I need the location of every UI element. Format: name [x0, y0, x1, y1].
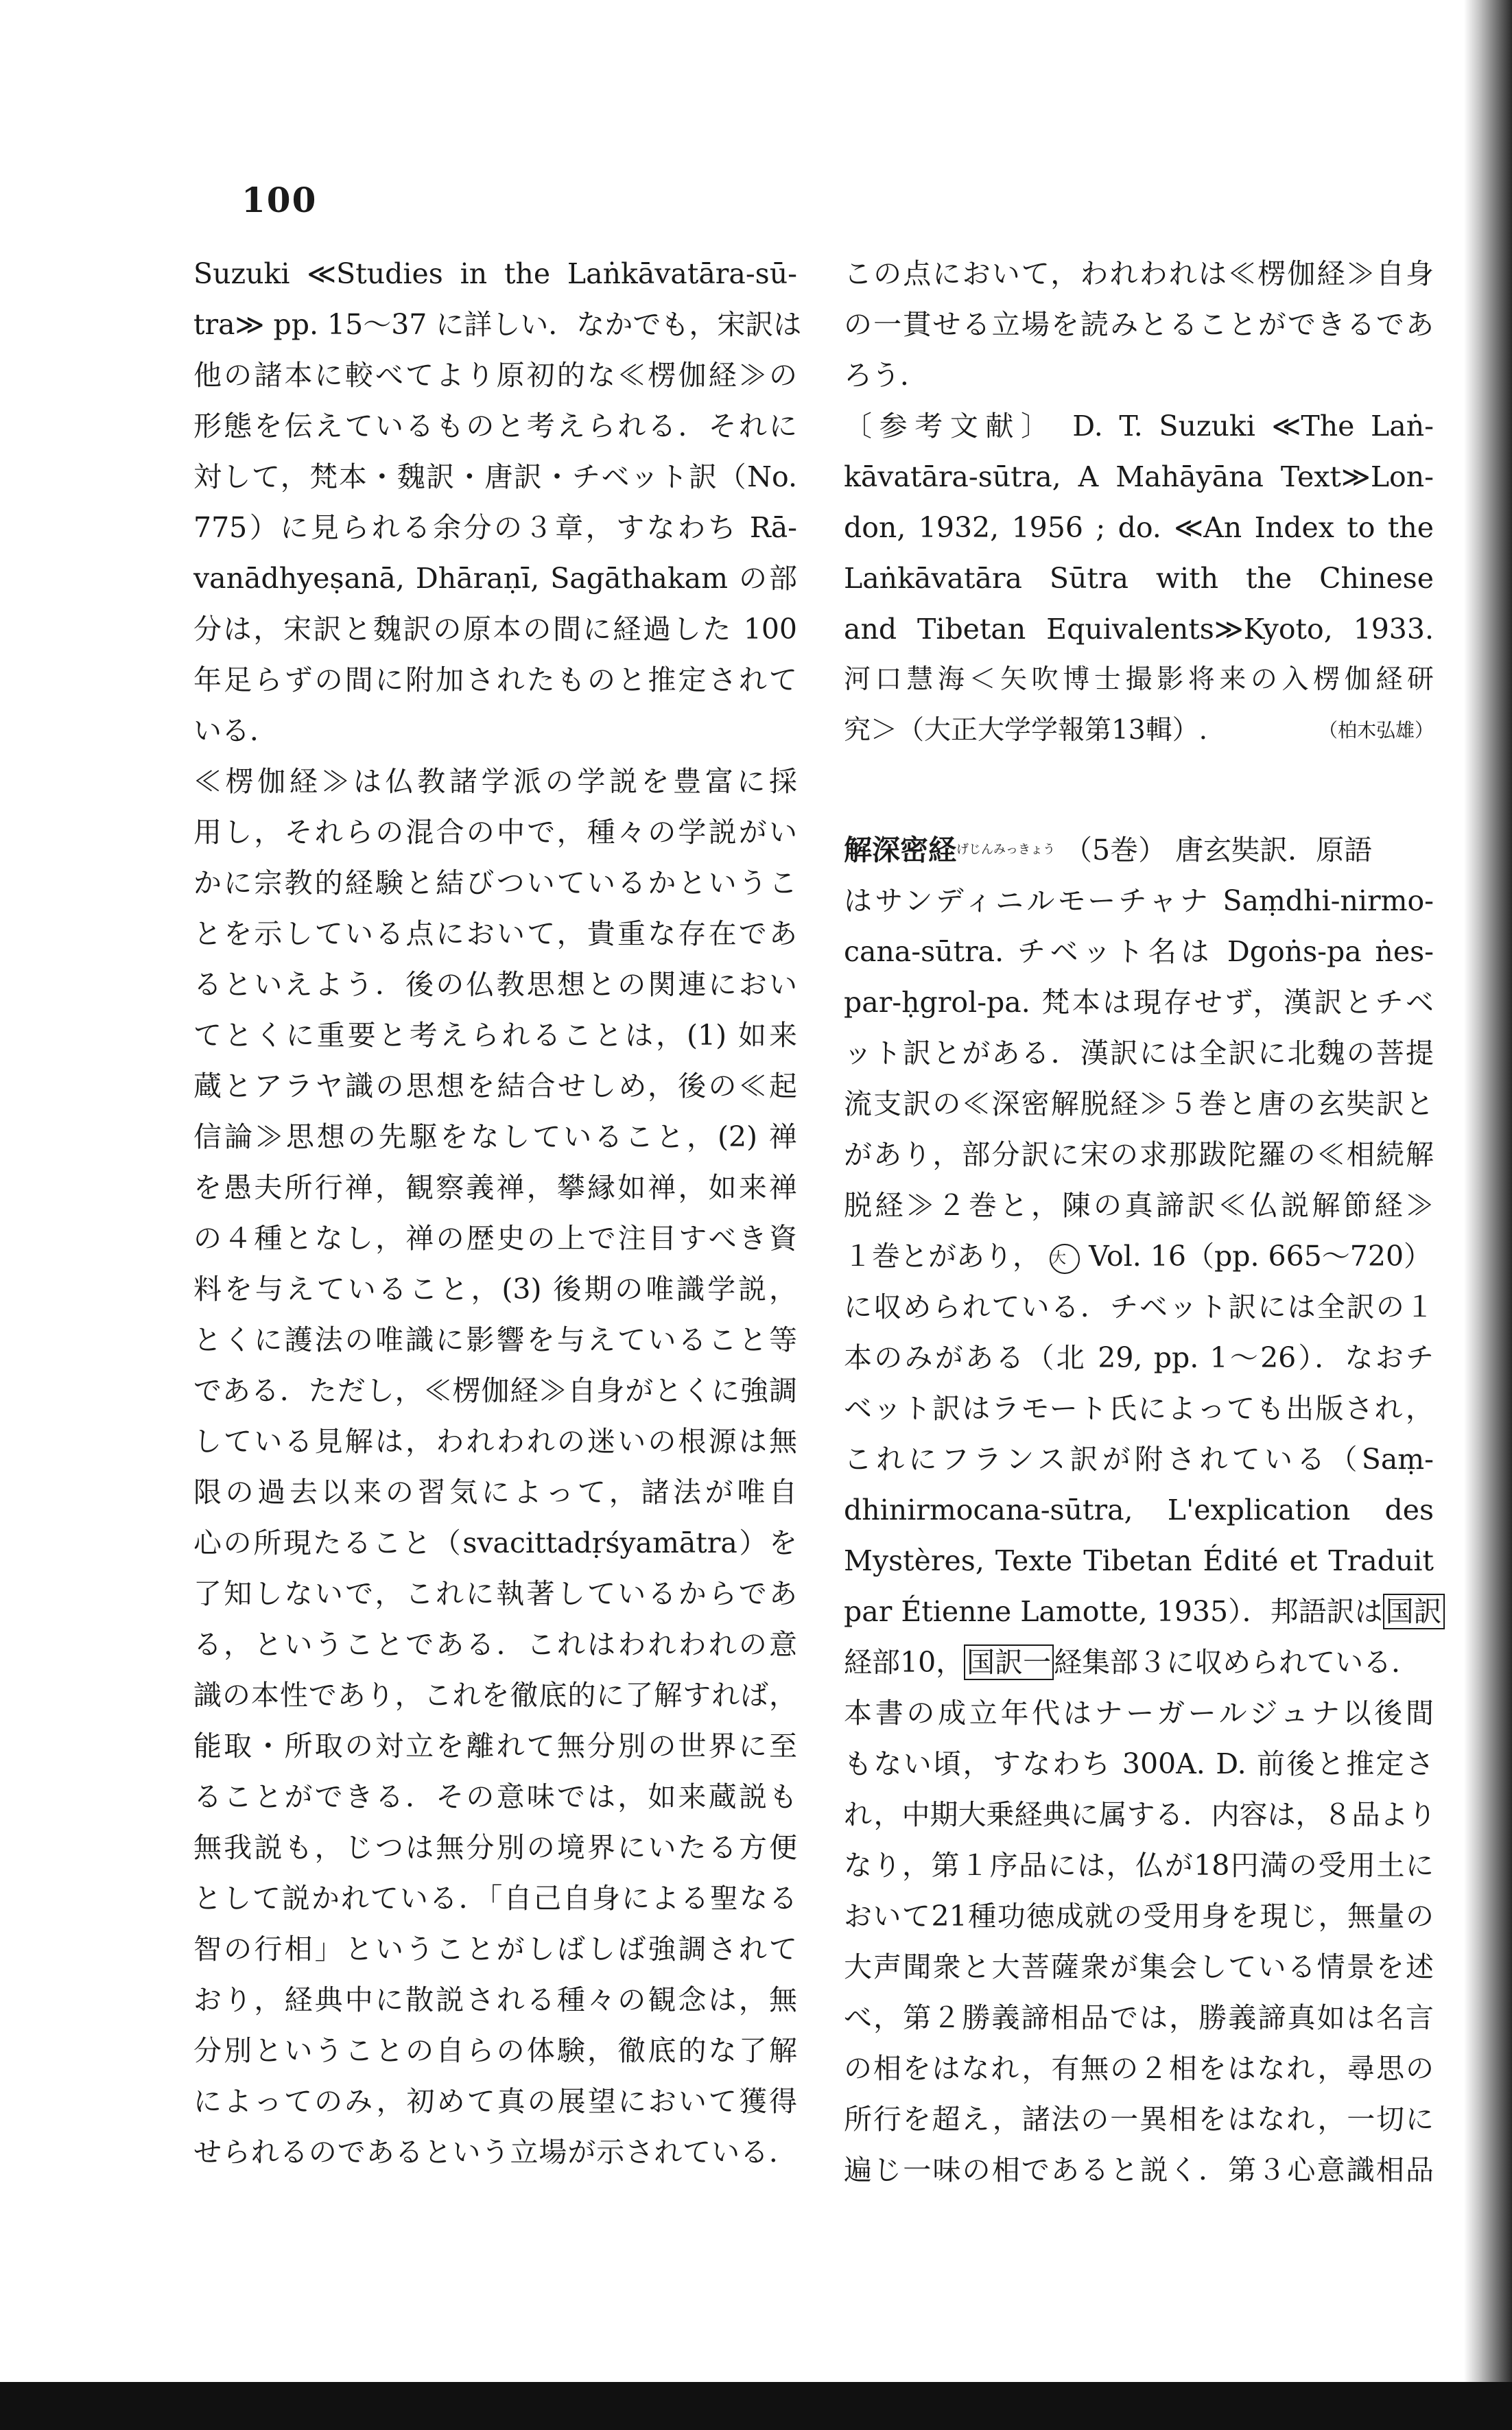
author-signature: （柏木弘雄） — [1318, 719, 1434, 742]
taisho-line — [844, 1231, 1434, 1282]
text-line: である．ただし，≪楞伽経≫自身がとくに強調 — [193, 1374, 797, 1407]
text-line: 料を与えていること，(3) 後期の唯識学説， — [193, 1273, 797, 1306]
text-line: せられるのであるという立場が示されている． — [193, 2136, 797, 2169]
text-line: cana-sūtra. チベット名は Dgoṅs-pa ṅes- — [844, 935, 1434, 968]
left-column — [193, 248, 802, 2178]
text-line: おり，経典中に散説される種々の観念は，無 — [193, 1983, 797, 2016]
text-line: vanādhyeṣanā, Dhāraṇī, Sagāthakam の部 — [193, 562, 797, 595]
text-line: かに宗教的経験と結びついているかというこ — [193, 866, 797, 899]
taisho-ref: Vol. 16（pp. 665～720） — [1089, 1240, 1432, 1273]
text-line: 了知しないで，これに執著しているからであ — [193, 1577, 797, 1610]
text-line: 所行を超え，諸法の一異相をはなれ，一切に — [844, 2103, 1434, 2136]
text-line: の相をはなれ，有無の２相をはなれ，尋思の — [844, 2052, 1434, 2085]
text-line: 対して，梵本・魏訳・唐訳・チベット訳（No. — [193, 460, 797, 493]
text-line: べ，第２勝義諦相品では，勝義諦真如は名言 — [844, 2001, 1434, 2034]
text-line: として説かれている．「自己自身による聖なる — [193, 1882, 797, 1915]
text-line: 形態を伝えているものと考えられる．それに — [193, 410, 797, 443]
entry-head-rest: （5巻） 唐玄奘訳．原語 — [1064, 834, 1373, 866]
text-line: par-ḥgrol-pa. 梵本は現存せず，漢訳とチベ — [844, 986, 1434, 1019]
text-line: これにフランス訳が附されている（Saṃ- — [844, 1443, 1434, 1476]
text-line: の一貫せる立場を読みとることができるであ — [844, 308, 1434, 341]
text-line: １巻とがあり， — [844, 1240, 1041, 1273]
text-line: はサンディニルモーチャナ Saṃdhi-nirmo- — [844, 884, 1434, 917]
text-line: の４種となし，禅の歴史の上で注目すべき資 — [193, 1222, 797, 1255]
text-line: 識の本性であり，これを徹底的に了解すれば， — [193, 1679, 797, 1712]
text-line: に収められている．チベット訳には全訳の１ — [844, 1290, 1434, 1323]
text-line: 年足らずの間に附加されたものと推定されて — [193, 663, 797, 696]
entry-head-line — [844, 825, 1434, 875]
text-line: ≪楞伽経≫は仏教諸学派の学説を豊富に採 — [193, 765, 797, 798]
text-line: があり，部分訳に宋の求那跋陀羅の≪相続解 — [844, 1138, 1434, 1171]
text-line: によってのみ，初めて真の展望において獲得 — [193, 2085, 797, 2118]
text-line: Suzuki ≪Studies in the Laṅkāvatāra-sū- — [193, 257, 797, 290]
right-column — [844, 248, 1442, 2195]
text-line: 能取・所取の対立を離れて無分別の世界に至 — [193, 1730, 797, 1762]
text-line: 本書の成立年代はナーガールジュナ以後間 — [844, 1697, 1434, 1730]
reference-line: kāvatāra-sūtra, A Mahāyāna Text≫Lon- — [844, 460, 1434, 493]
page-number: 100 — [241, 180, 318, 220]
text-line: 智の行相」ということがしばしば強調されて — [193, 1933, 797, 1966]
text-line: 経部10， — [844, 1646, 965, 1679]
entry-furigana: げじんみっきょう — [956, 842, 1055, 857]
text-line: している見解は，われわれの迷いの根源は無 — [193, 1425, 797, 1458]
text-line: 流支訳の≪深密解脱経≫５巻と唐の玄奘訳と — [844, 1087, 1434, 1120]
text-line: ることができる．その意味では，如来蔵説も — [193, 1780, 797, 1813]
text-line: dhinirmocana-sūtra, L'explication des — [844, 1494, 1434, 1526]
text-line: この点において，われわれは≪楞伽経≫自身 — [844, 257, 1434, 290]
reference-line: and Tibetan Equivalents≫Kyoto, 1933. — [844, 613, 1434, 646]
text-line: なり，第１序品には，仏が18円満の受用土に — [844, 1849, 1434, 1882]
text-line: とを示している点において，貴重な存在であ — [193, 917, 797, 950]
text-line: る，ということである．これはわれわれの意 — [193, 1628, 797, 1661]
text-line: いる． — [193, 714, 278, 747]
text-line: 分は，宋訳と魏訳の原本の間に経過した 100 — [193, 613, 797, 646]
text-line: 限の過去以来の習気によって，諸法が唯自 — [193, 1476, 797, 1509]
entry-headword: 解深密経 — [844, 834, 956, 866]
text-line: 信論≫思想の先駆をなしていること，(2) 禅 — [193, 1120, 797, 1153]
reference-line: Laṅkāvatāra Sūtra with the Chinese — [844, 562, 1434, 595]
reference-line: 〔参考文献〕 D. T. Suzuki ≪The Laṅ- — [844, 410, 1434, 443]
text-line: ベット訳はラモート氏によっても出版され， — [844, 1392, 1434, 1425]
text-line: 本のみがある（北 29, pp. 1～26）．なおチ — [844, 1341, 1434, 1374]
scan-shadow-edge — [1464, 0, 1512, 2430]
text-line: Mystères, Texte Tibetan Édité et Traduit — [844, 1544, 1434, 1577]
text-line: を愚夫所行禅，観察義禅，攀縁如禅，如来禅 — [193, 1171, 797, 1204]
text-line: てとくに重要と考えられることは，(1) 如来 — [193, 1019, 797, 1052]
reference-line: don, 1932, 1956 ; do. ≪An Index to the — [844, 511, 1434, 544]
text-line: 他の諸本に較べてより原初的な≪楞伽経≫の — [193, 359, 797, 392]
section-gap — [844, 756, 1434, 825]
text-line: tra≫ pp. 15～37 に詳しい．なかでも，宋訳は — [193, 308, 802, 341]
text-line: るといえよう．後の仏教思想との関連におい — [193, 968, 797, 1001]
reference-author-line — [844, 705, 1434, 756]
translation-line-2 — [844, 1637, 1434, 1688]
text-line: ット訳とがある．漢訳には全訳に北魏の菩提 — [844, 1037, 1434, 1070]
text-line: 無我説も，じつは無分別の境界にいたる方便 — [193, 1831, 797, 1864]
text-line: 用し，それらの混合の中で，種々の学説がい — [193, 816, 797, 849]
text-line: 心の所現たること（svacittadṛśyamātra）を — [193, 1526, 797, 1559]
text-line: 分別ということの自らの体験，徹底的な了解 — [193, 2034, 797, 2067]
text-line: 遍じ一味の相であると説く．第３心意識相品 — [844, 2154, 1434, 2186]
text-line: 大声聞衆と大菩薩衆が集会している情景を述 — [844, 1950, 1434, 1983]
translation-line — [844, 1586, 1442, 1637]
text-line: 脱経≫２巻と，陳の真諦訳≪仏説解節経≫ — [844, 1189, 1434, 1222]
text-line: 経集部３に収められている． — [1054, 1646, 1420, 1679]
reference-line: 河口慧海＜矢吹博士撮影将来の入楞伽経研 — [844, 664, 1434, 695]
text-line: もない頃，すなわち 300A. D. 前後と推定さ — [844, 1747, 1434, 1780]
text-line: 775）に見られる余分の３章，すなわち Rā- — [193, 511, 797, 544]
text-line: おいて21種功徳成就の受用身を現じ，無量の — [844, 1900, 1434, 1933]
boxed-abbrev: 国訳 — [1383, 1594, 1445, 1629]
taisho-mark: 大 — [1050, 1244, 1080, 1274]
boxed-abbrev: 国訳一 — [964, 1644, 1054, 1680]
text-line: とくに護法の唯識に影響を与えていること等 — [193, 1323, 797, 1356]
scan-bottom-border — [0, 2382, 1512, 2430]
text-line: par Étienne Lamotte, 1935）．邦語訳は — [844, 1595, 1383, 1628]
reference-line: 究＞（大正大学学報第13輯）. — [844, 715, 1208, 746]
text-line: 蔵とアラヤ識の思想を結合せしめ，後の≪起 — [193, 1070, 797, 1102]
text-line: れ，中期大乗経典に属する．内容は，８品より — [844, 1798, 1437, 1831]
text-line: ろう． — [844, 359, 928, 392]
